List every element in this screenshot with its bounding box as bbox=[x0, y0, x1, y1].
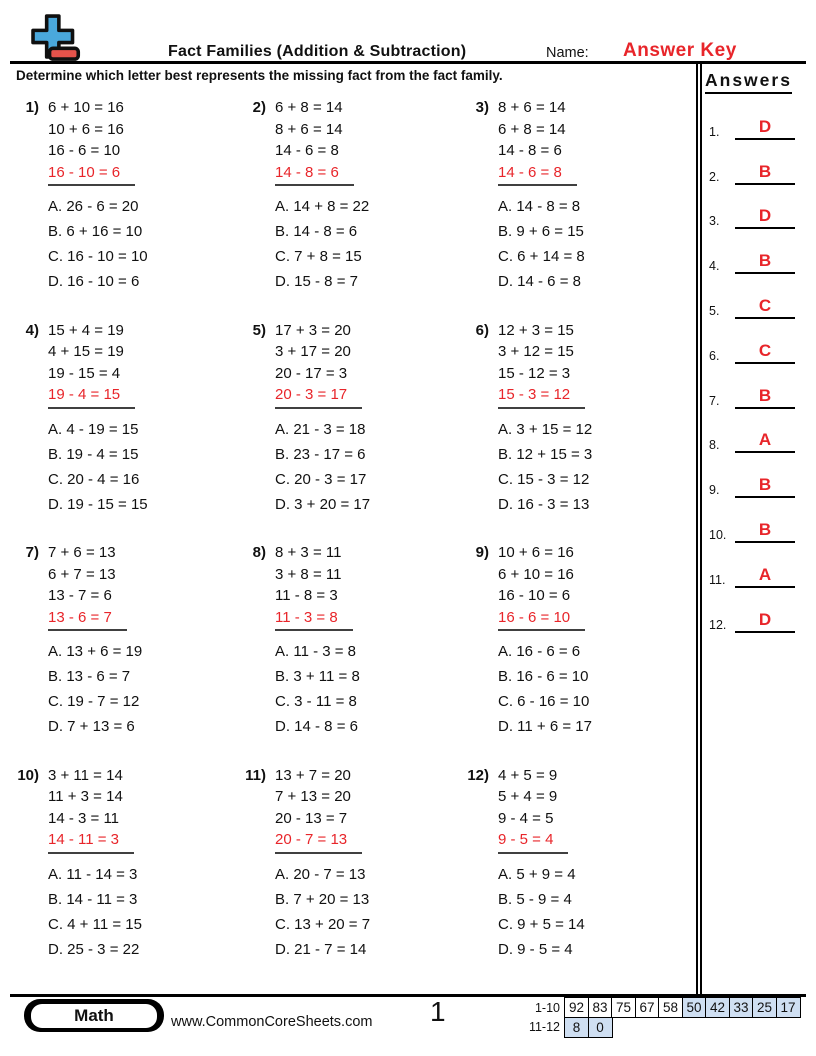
choice-line: C. 20 - 4 = 16 bbox=[48, 470, 140, 488]
choice-line: A. 14 + 8 = 22 bbox=[275, 198, 370, 215]
answer-item bbox=[704, 364, 814, 409]
fact-line: 12 + 3 = 15 bbox=[498, 321, 574, 339]
answer-item bbox=[704, 274, 814, 319]
fact-line: 20 - 17 = 3 bbox=[275, 364, 348, 382]
choice-line: A. 20 - 7 = 13 bbox=[275, 865, 366, 883]
answer-item bbox=[704, 185, 814, 230]
problem-body bbox=[498, 320, 592, 543]
missing-fact-answer: 16 - 6 = 10 bbox=[498, 607, 585, 632]
choice-list bbox=[498, 194, 585, 294]
choice-line: C. 4 + 11 = 15 bbox=[48, 915, 142, 933]
answer-item bbox=[704, 588, 814, 633]
answer-item-number: 2. bbox=[709, 169, 720, 184]
choice-line: B. 14 - 11 = 3 bbox=[48, 890, 138, 908]
fact-line: 8 + 6 = 14 bbox=[275, 120, 343, 138]
answer-item-number: 12. bbox=[709, 617, 727, 632]
choice-line: A. 26 - 6 = 20 bbox=[48, 198, 139, 215]
fact-list bbox=[48, 765, 142, 830]
answer-letter: D bbox=[758, 206, 772, 226]
score-cell: 25 bbox=[752, 997, 777, 1018]
choice-list bbox=[498, 639, 592, 739]
choice-line: C. 9 + 5 = 14 bbox=[498, 915, 585, 933]
choice-line: A. 5 + 9 = 4 bbox=[498, 865, 576, 883]
choice-line: B. 6 + 16 = 10 bbox=[48, 223, 143, 240]
fact-line: 19 - 15 = 4 bbox=[48, 364, 121, 382]
fact-list bbox=[48, 97, 148, 162]
choice-list bbox=[275, 194, 369, 294]
answer-letter: B bbox=[758, 385, 772, 405]
answers-panel bbox=[704, 70, 814, 633]
problem-number: 10) bbox=[17, 766, 39, 784]
score-row bbox=[518, 1017, 801, 1038]
answer-item-number: 11. bbox=[709, 572, 726, 587]
choice-line: C. 7 + 8 = 15 bbox=[275, 248, 362, 265]
answer-item-number: 1. bbox=[709, 124, 720, 139]
answer-blank-line bbox=[735, 250, 795, 274]
problem-number: 8) bbox=[252, 544, 266, 561]
problem-number: 7) bbox=[25, 544, 39, 561]
problem bbox=[16, 765, 243, 988]
missing-fact-answer: 14 - 6 = 8 bbox=[498, 162, 577, 187]
choice-line: B. 16 - 6 = 10 bbox=[498, 668, 589, 685]
choice-line: B. 5 - 9 = 4 bbox=[498, 890, 572, 908]
answer-item-number: 6. bbox=[709, 348, 720, 363]
choice-line: A. 11 - 3 = 8 bbox=[275, 643, 357, 660]
choice-line: A. 11 - 14 = 3 bbox=[48, 865, 138, 883]
problem-number: 4) bbox=[25, 321, 39, 339]
answer-letter: B bbox=[758, 519, 772, 539]
page-number: 1 bbox=[430, 996, 446, 1027]
fact-line: 13 - 7 = 6 bbox=[48, 587, 112, 604]
answer-item bbox=[704, 498, 814, 543]
missing-fact-answer: 13 - 6 = 7 bbox=[48, 607, 127, 632]
choice-list bbox=[498, 862, 585, 962]
answer-blank-line bbox=[735, 295, 795, 319]
problem-body bbox=[275, 765, 370, 988]
answer-blank-line bbox=[735, 564, 795, 588]
missing-fact-answer: 16 - 10 = 6 bbox=[48, 162, 135, 187]
answer-item bbox=[704, 140, 814, 185]
fact-line: 3 + 11 = 14 bbox=[48, 766, 123, 784]
answer-blank-line bbox=[735, 161, 795, 185]
choice-line: D. 11 + 6 = 17 bbox=[498, 718, 592, 735]
score-cell: 50 bbox=[682, 997, 707, 1018]
fact-list bbox=[275, 97, 369, 162]
answer-item-number: 10. bbox=[709, 527, 727, 542]
choice-line: C. 3 - 11 = 8 bbox=[275, 693, 357, 710]
fact-line: 5 + 4 = 9 bbox=[498, 788, 558, 805]
answer-letter: B bbox=[758, 161, 772, 181]
score-cell: 83 bbox=[588, 997, 613, 1018]
fact-line: 20 - 13 = 7 bbox=[275, 809, 348, 827]
problem bbox=[243, 97, 466, 320]
choice-list bbox=[275, 417, 370, 517]
problem-body bbox=[498, 97, 585, 320]
choice-line: A. 3 + 15 = 12 bbox=[498, 420, 593, 438]
plus-minus-logo-icon bbox=[28, 13, 84, 65]
fact-line: 14 - 8 = 6 bbox=[498, 142, 562, 159]
choice-line: D. 16 - 10 = 6 bbox=[48, 273, 140, 290]
answer-blank-line bbox=[735, 609, 795, 633]
choice-line: B. 23 - 17 = 6 bbox=[275, 445, 366, 463]
score-table bbox=[518, 997, 801, 1038]
choice-line: D. 14 - 8 = 6 bbox=[275, 718, 358, 735]
choice-line: A. 13 + 6 = 19 bbox=[48, 643, 143, 660]
answer-blank-line bbox=[735, 205, 795, 229]
fact-line: 17 + 3 = 20 bbox=[275, 321, 351, 339]
answer-blank-line bbox=[735, 429, 795, 453]
problem bbox=[243, 542, 466, 765]
problem bbox=[16, 542, 243, 765]
fact-line: 6 + 10 = 16 bbox=[498, 565, 574, 583]
answer-item bbox=[704, 229, 814, 274]
choice-line: D. 16 - 3 = 13 bbox=[498, 495, 590, 513]
fact-line: 9 - 4 = 5 bbox=[498, 809, 554, 827]
problem-number: 9) bbox=[475, 544, 489, 561]
choice-line: C. 20 - 3 = 17 bbox=[275, 470, 367, 488]
instruction-text: Determine which letter best represents the missing fact from the fact family. bbox=[16, 68, 503, 83]
answer-letter: B bbox=[758, 251, 772, 271]
choice-line: B. 14 - 8 = 6 bbox=[275, 223, 358, 240]
answer-blank-line bbox=[735, 385, 795, 409]
fact-list bbox=[498, 542, 592, 607]
fact-list bbox=[498, 320, 592, 385]
fact-list bbox=[498, 765, 585, 830]
problem bbox=[466, 542, 694, 765]
choice-list bbox=[48, 639, 142, 739]
fact-line: 15 + 4 = 19 bbox=[48, 321, 124, 339]
problem-number: 6) bbox=[475, 321, 489, 339]
choice-line: A. 4 - 19 = 15 bbox=[48, 420, 139, 438]
missing-fact-answer: 14 - 11 = 3 bbox=[48, 829, 134, 854]
problem-body bbox=[498, 765, 585, 988]
answer-item bbox=[704, 95, 814, 140]
fact-list bbox=[275, 542, 360, 607]
answer-blank-line bbox=[735, 116, 795, 140]
score-cell: 75 bbox=[611, 997, 636, 1018]
problem-body bbox=[48, 765, 142, 988]
fact-line: 6 + 8 = 14 bbox=[498, 120, 566, 138]
score-cell: 67 bbox=[635, 997, 660, 1018]
problem bbox=[16, 320, 243, 543]
answer-item bbox=[704, 409, 814, 454]
answer-blank-line bbox=[735, 340, 795, 364]
fact-line: 6 + 10 = 16 bbox=[48, 99, 124, 116]
choice-line: C. 6 - 16 = 10 bbox=[498, 693, 590, 710]
fact-line: 6 + 7 = 13 bbox=[48, 565, 116, 583]
choice-line: B. 9 + 6 = 15 bbox=[498, 223, 584, 240]
answer-letter: D bbox=[758, 609, 772, 629]
fact-list bbox=[498, 97, 585, 162]
missing-fact-answer: 20 - 7 = 13 bbox=[275, 829, 362, 854]
choice-list bbox=[275, 862, 370, 962]
answer-item bbox=[704, 543, 814, 588]
score-row-label: 1-10 bbox=[534, 1000, 560, 1015]
problem bbox=[466, 765, 694, 988]
problem-body bbox=[48, 542, 142, 765]
fact-line: 3 + 17 = 20 bbox=[275, 343, 351, 360]
header-divider bbox=[10, 61, 806, 64]
answer-item-number: 8. bbox=[709, 438, 720, 453]
problem-body bbox=[498, 542, 592, 765]
fact-line: 8 + 3 = 11 bbox=[275, 544, 342, 561]
choice-list bbox=[48, 194, 148, 294]
score-row bbox=[518, 997, 801, 1018]
score-cell: 17 bbox=[776, 997, 801, 1018]
problem-body bbox=[275, 542, 360, 765]
missing-fact-answer: 15 - 3 = 12 bbox=[498, 384, 585, 409]
answer-letter: A bbox=[758, 430, 772, 450]
answer-key-text: Answer Key bbox=[623, 40, 737, 61]
fact-line: 7 + 6 = 13 bbox=[48, 544, 116, 561]
answer-item bbox=[704, 453, 814, 498]
fact-line: 14 - 6 = 8 bbox=[275, 142, 339, 159]
fact-line: 7 + 13 = 20 bbox=[275, 788, 351, 805]
fact-line: 4 + 15 = 19 bbox=[48, 343, 124, 360]
answer-item-number: 4. bbox=[709, 259, 720, 274]
choice-line: A. 16 - 6 = 6 bbox=[498, 643, 581, 660]
choice-line: D. 7 + 13 = 6 bbox=[48, 718, 135, 735]
problem-number: 1) bbox=[25, 99, 39, 116]
problem bbox=[466, 97, 694, 320]
choice-line: C. 19 - 7 = 12 bbox=[48, 693, 140, 710]
score-cell: 58 bbox=[658, 997, 683, 1018]
answers-list bbox=[704, 95, 814, 633]
fact-line: 10 + 6 = 16 bbox=[498, 544, 574, 561]
choice-line: B. 7 + 20 = 13 bbox=[275, 890, 370, 908]
fact-line: 10 + 6 = 16 bbox=[48, 120, 124, 138]
choice-line: D. 15 - 8 = 7 bbox=[275, 273, 358, 290]
choice-list bbox=[498, 417, 592, 517]
answer-letter: D bbox=[758, 116, 772, 136]
score-cell: 42 bbox=[705, 997, 730, 1018]
answer-item-number: 9. bbox=[709, 483, 720, 498]
fact-line: 11 - 8 = 3 bbox=[275, 587, 338, 604]
fact-line: 13 + 7 = 20 bbox=[275, 766, 351, 784]
missing-fact-answer: 20 - 3 = 17 bbox=[275, 384, 362, 409]
answer-item-number: 7. bbox=[709, 393, 720, 408]
score-row-label: 11-12 bbox=[528, 1020, 560, 1034]
answer-blank-line bbox=[735, 474, 795, 498]
worksheet-title: Fact Families (Addition & Subtraction) bbox=[168, 43, 467, 60]
fact-line: 4 + 5 = 9 bbox=[498, 766, 558, 784]
choice-line: D. 25 - 3 = 22 bbox=[48, 940, 140, 958]
choice-line: D. 3 + 20 = 17 bbox=[275, 495, 371, 513]
problem bbox=[243, 765, 466, 988]
answer-item-number: 5. bbox=[709, 303, 720, 318]
choice-line: A. 14 - 8 = 8 bbox=[498, 198, 581, 215]
score-cell: 33 bbox=[729, 997, 754, 1018]
answer-letter: C bbox=[758, 340, 772, 360]
choice-line: D. 14 - 6 = 8 bbox=[498, 273, 581, 290]
fact-line: 3 + 8 = 11 bbox=[275, 565, 342, 583]
problem-number: 2) bbox=[252, 99, 266, 116]
fact-line: 14 - 3 = 11 bbox=[48, 809, 120, 827]
fact-list bbox=[48, 320, 148, 385]
problems-grid bbox=[16, 97, 694, 987]
choice-line: C. 15 - 3 = 12 bbox=[498, 470, 590, 488]
problem-number: 11) bbox=[245, 766, 266, 784]
fact-list bbox=[275, 765, 370, 830]
missing-fact-answer: 9 - 5 = 4 bbox=[498, 829, 568, 854]
missing-fact-answer: 19 - 4 = 15 bbox=[48, 384, 135, 409]
answer-letter: A bbox=[758, 564, 772, 584]
fact-line: 3 + 12 = 15 bbox=[498, 343, 574, 360]
missing-fact-answer: 14 - 8 = 6 bbox=[275, 162, 354, 187]
subject-badge bbox=[24, 999, 164, 1032]
fact-list bbox=[275, 320, 370, 385]
answer-letter: C bbox=[758, 295, 772, 315]
choice-list bbox=[275, 639, 360, 739]
problem bbox=[243, 320, 466, 543]
choice-line: D. 9 - 5 = 4 bbox=[498, 940, 573, 958]
subject-badge-label: Math bbox=[31, 1004, 157, 1028]
choice-line: D. 21 - 7 = 14 bbox=[275, 940, 367, 958]
problem-body bbox=[275, 97, 369, 320]
fact-list bbox=[48, 542, 142, 607]
answer-item bbox=[704, 319, 814, 364]
fact-line: 11 + 3 = 14 bbox=[48, 788, 123, 805]
choice-list bbox=[48, 417, 148, 517]
fact-line: 8 + 6 = 14 bbox=[498, 99, 566, 116]
problem-number: 5) bbox=[252, 321, 266, 339]
choice-line: C. 6 + 14 = 8 bbox=[498, 248, 585, 265]
choice-line: C. 13 + 20 = 7 bbox=[275, 915, 371, 933]
answers-title: Answers bbox=[705, 70, 792, 94]
problem bbox=[466, 320, 694, 543]
score-cell: 8 bbox=[564, 1017, 589, 1038]
choice-line: B. 19 - 4 = 15 bbox=[48, 445, 139, 463]
name-label: Name: bbox=[546, 45, 589, 61]
problem-body bbox=[48, 97, 148, 320]
choice-list bbox=[48, 862, 142, 962]
problem-body bbox=[275, 320, 370, 543]
choice-line: B. 3 + 11 = 8 bbox=[275, 668, 360, 685]
fact-line: 6 + 8 = 14 bbox=[275, 99, 343, 116]
problem-number: 12) bbox=[467, 766, 489, 784]
choice-line: A. 21 - 3 = 18 bbox=[275, 420, 366, 438]
fact-line: 16 - 6 = 10 bbox=[48, 142, 121, 159]
answers-divider-line bbox=[696, 64, 702, 994]
problem bbox=[16, 97, 243, 320]
website-text: www.CommonCoreSheets.com bbox=[171, 1014, 373, 1030]
problem-number: 3) bbox=[475, 99, 489, 116]
choice-line: B. 13 - 6 = 7 bbox=[48, 668, 131, 685]
choice-line: D. 19 - 15 = 15 bbox=[48, 495, 148, 513]
choice-line: B. 12 + 15 = 3 bbox=[498, 445, 593, 463]
problem-body bbox=[48, 320, 148, 543]
missing-fact-answer: 11 - 3 = 8 bbox=[275, 607, 353, 632]
answer-item-number: 3. bbox=[709, 214, 720, 229]
choice-line: C. 16 - 10 = 10 bbox=[48, 248, 148, 265]
score-cell: 0 bbox=[588, 1017, 613, 1038]
answer-letter: B bbox=[758, 475, 772, 495]
answer-blank-line bbox=[735, 519, 795, 543]
fact-line: 15 - 12 = 3 bbox=[498, 364, 571, 382]
fact-line: 16 - 10 = 6 bbox=[498, 587, 571, 604]
score-cell: 92 bbox=[564, 997, 589, 1018]
